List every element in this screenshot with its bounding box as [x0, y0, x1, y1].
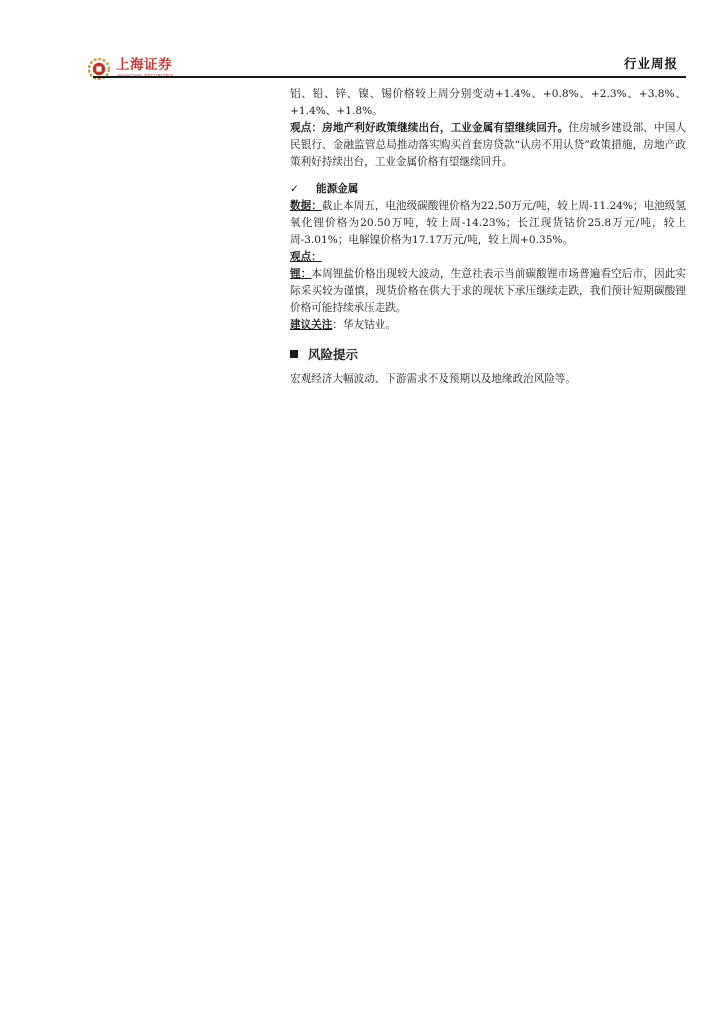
view-text: 住房城乡建设部、中国人民银行、金融监管总局推动落实购买首套房贷款“认房不用认贷”政策措施，房地产政策利好持续出台，工业金属价格有望继续回升。 — [290, 122, 687, 168]
lithium-text: 本周锂盐价格出现较大波动，生意社表示当前碳酸锂市场普遍看空后市，因此实际采买较为谨慎，现货价格在供大于求的现状下承压继续走跌，我们预计短期碳酸锂价格可能持续承压走跌。 — [290, 268, 687, 314]
logo-text: 上海证券 — [116, 57, 172, 72]
energy-metals-title: 能源金属 — [316, 183, 359, 195]
energy-metals-heading — [290, 181, 686, 198]
header-divider — [93, 76, 686, 78]
report-body — [290, 86, 686, 388]
view-label: 观点： — [290, 251, 322, 263]
industrial-metals-price-change: 铝、铅、锌、镍、锡价格较上周分别变动+1.4%、+0.8%、+2.3%、+3.8%、+1.4%、+1.8%。 — [290, 88, 686, 117]
focus-recommendation — [290, 317, 686, 334]
view-headline: 房地产利好政策继续出台，工业金属有望继续回升。 — [322, 122, 569, 134]
data-label: 数据： — [290, 200, 322, 212]
risk-title: 风险提示 — [308, 347, 359, 362]
energy-metals-data — [290, 198, 686, 249]
industrial-metals-view — [290, 120, 686, 171]
focus-text: ：华友钴业。 — [332, 319, 396, 331]
risk-heading — [290, 345, 686, 365]
risk-text: 宏观经济大幅波动、下游需求不及预期以及地缘政治风险等。 — [290, 373, 577, 385]
focus-label: 建议关注 — [290, 319, 333, 331]
check-icon: ✓ — [290, 183, 299, 195]
energy-metals-view-label-line — [290, 249, 686, 266]
lithium-label: 锂： — [290, 268, 312, 280]
square-bullet-icon — [290, 350, 298, 358]
view-label: 观点： — [290, 122, 323, 134]
report-type-title: 行业周报 — [623, 56, 678, 71]
data-text: 截止本周五，电池级碳酸锂价格为22.50万元/吨，较上周-11.24%；电池级氢氧化锂价格为20.50万吨，较上周-14.23%；长江现货钴价25.8万元/吨，较上周-3.01%；电解镍价格为17.17万元/吨，较上周+0.35%。 — [290, 200, 686, 246]
lithium-view — [290, 266, 686, 317]
